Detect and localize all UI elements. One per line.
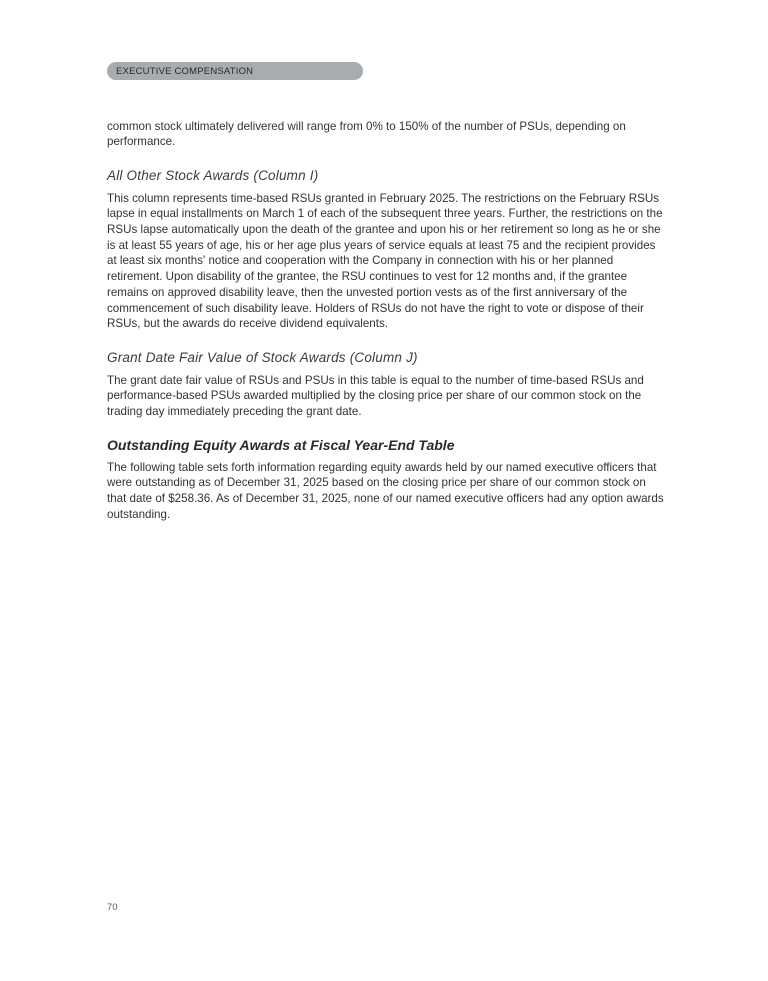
section-heading-all-other-stock-awards: All Other Stock Awards (Column I) (107, 167, 319, 183)
section-heading-outstanding-equity-awards: Outstanding Equity Awards at Fiscal Year-End Table (107, 436, 455, 453)
page-number: 70 (107, 902, 118, 913)
section-header-badge (107, 62, 363, 80)
section-heading-grant-date-fair-value: Grant Date Fair Value of Stock Awards (Column J) (107, 349, 418, 365)
paragraph-all-other-stock-awards: This column represents time-based RSUs granted in February 2025. The restrictions on the February RSUs lapse in equal installments on March 1 of each of the subsequent three years. Further, the restrictions on the RSUs lapse automatically upon the death of the grantee and upon his or her retirement so long as he or she is at least 55 years of age, his or her age plus years of service equals at least 75 and the recipient provides at least six months' notice and cooperation with the Company in connection with his or her planned retirement. Upon disability of the grantee, the RSU continues to vest for 12 months and, if the grantee remains on approved disability leave, then the unvested portion vests as of the first anniversary of the commencement of such disability leave. Holders of RSUs do not have the right to vote or dispose of their RSUs, but the awards do receive dividend equivalents. (107, 191, 663, 331)
section-header-label: EXECUTIVE COMPENSATION (116, 65, 254, 77)
intro-paragraph: common stock ultimately delivered will range from 0% to 150% of the number of PSUs, depending on performance. (107, 119, 626, 149)
paragraph-grant-date-fair-value: The grant date fair value of RSUs and PSUs in this table is equal to the number of time-based RSUs and performance-based PSUs awarded multiplied by the closing price per share of our common stock on the trading day immediately preceding the grant date. (107, 373, 644, 418)
paragraph-outstanding-equity-awards: The following table sets forth information regarding equity awards held by our named executive officers that were outstanding as of December 31, 2025 based on the closing price per share of our common stock on that date of $258.36. As of December 31, 2025, none of our named executive officers had any option awards outstanding. (107, 460, 664, 521)
